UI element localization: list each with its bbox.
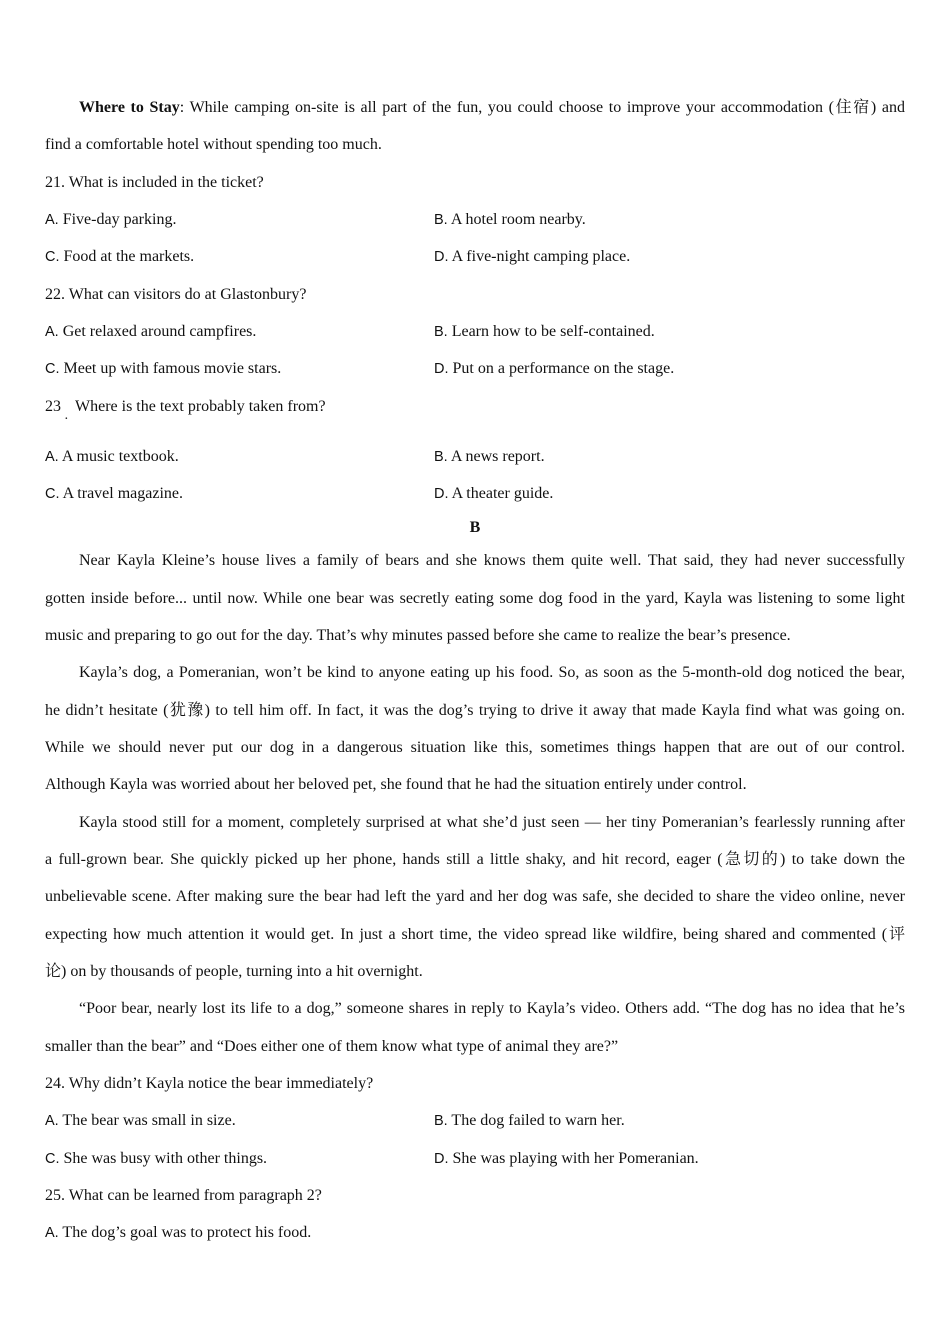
q22-option-a: A. Get relaxed around campfires. <box>45 323 257 340</box>
q21-option-a: A. Five-day parking. <box>45 211 177 228</box>
paragraph-3-line-4: expecting how much attention it would get. In just a short time, the video spread like wildfire, being shared and commented (评 <box>45 926 905 943</box>
paragraph-4-line-1: “Poor bear, nearly lost its life to a dog,” someone shares in reply to Kayla’s video. Others add. “The dog has no idea that he’s <box>79 1000 905 1017</box>
paragraph-2-line-1: Kayla’s dog, a Pomeranian, won’t be kind to anyone eating up his food. So, as soon as the 5-month-old dog noticed the bear, <box>79 664 905 681</box>
paragraph-3-line-3: unbelievable scene. After making sure the bear had left the yard and her dog was safe, she decided to share the video online, never <box>45 888 905 905</box>
where-to-stay-heading: Where to Stay <box>79 99 180 116</box>
q24-option-d: D. She was playing with her Pomeranian. <box>434 1150 699 1167</box>
paragraph-3-line-2: a full-grown bear. She quickly picked up her phone, hands still a little shaky, and hit record, eager (急切的) to take down the <box>45 851 905 868</box>
question-23-text: Where is the text probably taken from? <box>75 398 326 415</box>
q21-option-b: B. A hotel room nearby. <box>434 211 586 228</box>
q24-option-a: A. The bear was small in size. <box>45 1112 236 1129</box>
q23-option-d: D. A theater guide. <box>434 485 554 502</box>
paragraph-2-line-3: While we should never put our dog in a dangerous situation like this, sometimes things happen that are out of our control. <box>45 739 905 756</box>
q24-option-c: C. She was busy with other things. <box>45 1150 268 1167</box>
section-b-title: B <box>469 519 481 536</box>
question-23-stem <box>45 396 905 418</box>
paragraph-2-line-2: he didn’t hesitate (犹豫) to tell him off. In fact, it was the dog’s trying to drive it away that made Kayla find what was going on. <box>45 702 905 719</box>
paragraph-1-line-3: music and preparing to go out for the day. That’s why minutes passed before she came to realize the bear’s presence. <box>45 627 791 644</box>
paragraph-4-line-2: smaller than the bear” and “Does either one of them know what type of animal they are?” <box>45 1038 619 1055</box>
question-21-stem: 21. What is included in the ticket? <box>45 174 264 191</box>
paragraph-1-line-2: gotten inside before... until now. While one bear was secretly eating some dog food in the yard, Kayla was listening to some light <box>45 590 905 607</box>
question-25-stem: 25. What can be learned from paragraph 2? <box>45 1187 322 1204</box>
question-24-stem: 24. Why didn’t Kayla notice the bear immediately? <box>45 1075 374 1092</box>
where-to-stay-line-2: find a comfortable hotel without spending too much. <box>45 136 382 153</box>
q24-option-b: B. The dog failed to warn her. <box>434 1112 625 1129</box>
paragraph-3-line-5: 论) on by thousands of people, turning into a hit overnight. <box>45 963 423 980</box>
paragraph-2-line-4: Although Kayla was worried about her beloved pet, she found that he had the situation entirely under control. <box>45 776 747 793</box>
where-to-stay-line-1: Where to Stay: While camping on-site is all part of the fun, you could choose to improve your accommodation (住宿) and <box>79 99 905 116</box>
q22-option-c: C. Meet up with famous movie stars. <box>45 360 282 377</box>
paragraph-3-line-1: Kayla stood still for a moment, completely surprised at what she’d just seen — her tiny Pomeranian’s fearlessly running after <box>79 814 905 831</box>
q21-option-c: C. Food at the markets. <box>45 248 195 265</box>
q22-option-d: D. Put on a performance on the stage. <box>434 360 675 377</box>
q21-option-d: D. A five-night camping place. <box>434 248 631 265</box>
question-23-dot: · <box>64 412 69 427</box>
paragraph-1-line-1: Near Kayla Kleine’s house lives a family of bears and she knows them quite well. That said, they had never successfully <box>79 552 905 569</box>
question-22-stem: 22. What can visitors do at Glastonbury? <box>45 286 307 303</box>
q23-option-c: C. A travel magazine. <box>45 485 184 502</box>
q23-option-a: A. A music textbook. <box>45 448 179 465</box>
question-23-number: 23 <box>45 398 61 415</box>
q25-option-a: A. The dog’s goal was to protect his food. <box>45 1224 312 1241</box>
q23-option-b: B. A news report. <box>434 448 545 465</box>
q22-option-b: B. Learn how to be self-contained. <box>434 323 655 340</box>
